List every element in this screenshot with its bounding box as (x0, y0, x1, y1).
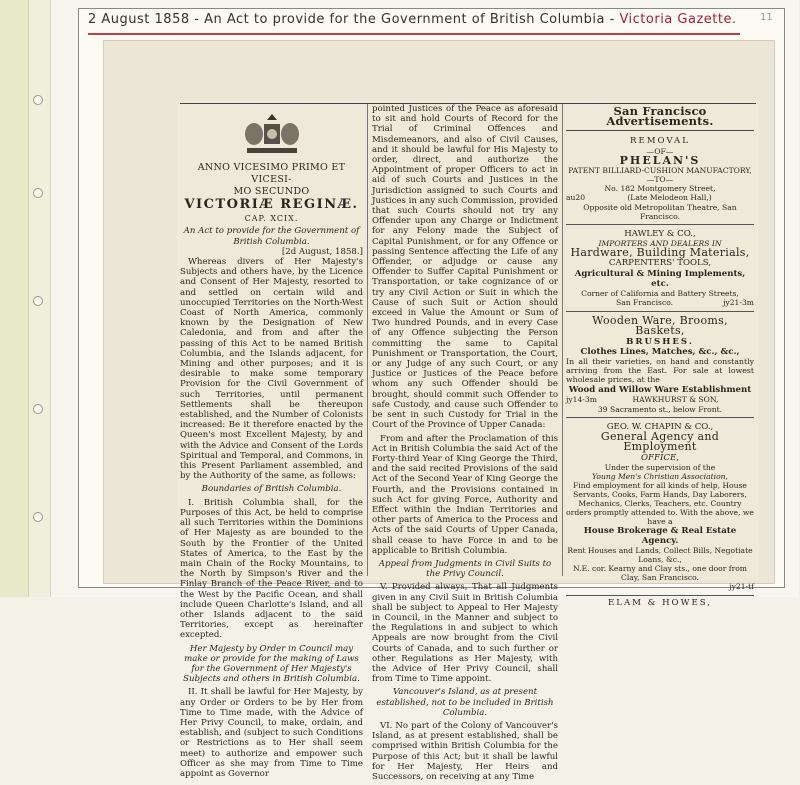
anno-text: ANNO VICESIMO PRIMO ET VICESI- MO SECUNDO (197, 162, 346, 197)
act-date: [2d August, 1858.] (281, 246, 363, 257)
ad-wood-line2: BRUSHES. (626, 336, 694, 347)
title-date: 2 August 1858 (88, 12, 190, 27)
ad-of: —OF— (646, 146, 674, 156)
section-paragraph: From and after the Proclamation of this Act in British Columbia the said Act of the Forty-third Year of King George the Third, and the said recited Provisions of the said Act of the Second Year of King George the Fourth, and the Provisions contained in such Act for giving Force, Authority and Effect within the Indian Territories and other parts of America to the Process and Acts of the said Courts of Upper Canada, shall cease to have Force in and to be applicable to British Columbia. (372, 433, 558, 556)
ad-wooden-ware (566, 314, 754, 418)
ad-chapin-sup2: Young Men's Christian Association, (592, 471, 728, 481)
ad-hawley (566, 227, 754, 312)
title-source: Victoria Gazette. (619, 12, 737, 27)
advertisements-column (566, 104, 754, 609)
ad-removal: REMOVAL (630, 136, 690, 147)
section-paragraph: V. Provided always, That all Judgments given in any Civil Suit in British Columbia shall be subject to Appeal to Her Majesty in Council, in the Manner and subject to the Regulations in and subject to which Appeals are now brought from the Civil Courts of Canada, and to such further or other Regulations as Her Majesty, with the Advice of Her Privy Council, shall from Time to Time appoint. (372, 582, 558, 685)
ad-hawley-name: HAWLEY & CO., (624, 229, 696, 240)
ad-phelans-desc: PATENT BILLIARD-CUSHION MANUFACTORY, (568, 165, 752, 175)
ad-chapin-rent: Rent Houses and Lands, Collect Bills, Negotiate Loans, &c., (567, 546, 753, 565)
ad-hawley-line2: CARPENTERS' TOOLS, (608, 258, 712, 269)
ad-hawley-row (566, 298, 754, 308)
section-paragraph: pointed Justices of the Peace as aforesaid to sit and hold Courts of Record for the Trial of Criminal Offences and Misdemeanors, and also of Civil Causes, and it should be lawful for His Majesty to order, direct, and authorize the Appointment of proper Officers to act in aid of such Courts and Justices in the Jurisdiction assigned to such Courts and Justices in any such Commission, provided that such Courts should not try any Offender upon any Charge or Indictment for any Felony made the Subject of Capital Punishment, or for any Offence or passing Sentence affecting the Life of any Offender, or adjudge or cause any Offender to Suffer Capital Punishment or Transportation, or take cognizance of or try any Civil Action or Suit in which the Cause of such Suit or Action should exceed in Value the Amount or Sum of Two hundred Pounds, and in every Case of any Offence subjecting the Person committing the same to Capital Punishment or Transportation, the Court, or any Judge of any such Court, or any Justice or Justices of the Peace before whom any such Offender should be brought, should commit such Offender to safe Custody, and cause such Offender to be sent in such Custody for Trial in the Court of the Province of Upper Canada: (372, 104, 558, 431)
binder-hole (33, 188, 43, 198)
ad-chapin-house: House Brokerage & Real Estate Agency. (583, 525, 737, 547)
binder-hole (33, 512, 43, 522)
ad-phelans-addr1: No. 182 Montgomery Street, (604, 183, 716, 193)
ad-chapin-name: GEO. W. CHAPIN & CO., (606, 422, 714, 433)
ad-code: au20 (566, 192, 586, 202)
ad-phelans (566, 134, 754, 225)
binder-strip (0, 0, 29, 597)
reign-heading: VICTORIÆ REGINÆ. (184, 197, 359, 212)
ad-code: jy21-tf (729, 582, 754, 592)
ad-hawley-sub: IMPORTERS AND DEALERS IN (598, 239, 722, 249)
ad-wood-line1: Wooden Ware, Brooms, Baskets, (592, 314, 728, 338)
binder-hole (33, 95, 43, 105)
ad-hawley-addr2: San Francisco. (616, 298, 674, 308)
ad-hawley-line3: Agricultural & Mining Implements, etc. (574, 268, 746, 289)
act-column-1 (180, 104, 363, 782)
ad-code: jy21-3m (723, 298, 754, 308)
title-underline (88, 33, 740, 35)
ad-code: jy14-3m (566, 394, 597, 404)
ad-to: —TO— (646, 174, 674, 184)
act-column-2 (372, 104, 558, 785)
act-year-heading (180, 162, 363, 198)
column-divider (562, 104, 563, 576)
section-heading: Boundaries of British Columbia. (201, 484, 342, 495)
ad-elam-name: ELAM & HOWES, (607, 598, 713, 609)
section-paragraph: I. British Columbia shall, for the Purposes of this Act, be held to comprise all such Territories within the Dominions of Her Majesty as are bounded to the South by the Frontier of the United States of America, to the East by the main Chain of the Rocky Mountains, to the North by Simpson's River and the Finlay Branch of the Peace River, and to the West by the Pacific Ocean, and shall include Queen Charlotte's Island, and all other Islands adjacent to the said Territories, except as hereinafter excepted. (180, 497, 363, 641)
ad-hawley-line1: Hardware, Building Materials, (570, 246, 750, 260)
ad-chapin (566, 420, 754, 596)
ads-heading: San Francisco Advertisements. (606, 104, 714, 129)
ad-wood-body: In all their varieties, on hand and constantly arriving from the East. For sale at lowest wholesale prices, at the (566, 357, 754, 385)
ad-chapin-body: Find employment for all kinds of help, House Servants, Cooks, Farm Hands, Day Laborers, Mechanics, Clerks, Teachers, etc. Country orders promptly attended to. With the above, we have a (566, 480, 754, 526)
ad-phelans-name: PHELAN'S (619, 153, 701, 167)
page-number: 11 (760, 12, 773, 23)
binder-hole (33, 296, 43, 306)
ad-wood-line3: Clothes Lines, Matches, &c., &c., (580, 346, 740, 357)
royal-coat-of-arms-icon (237, 112, 307, 158)
section-heading: Appeal from Judgments in Civil Suits to the Privy Council. (378, 558, 552, 580)
ad-rule (566, 130, 754, 131)
ad-wood-owner: HAWKHURST & SON, (632, 394, 719, 404)
act-title: An Act to provide for the Government of British Columbia. (183, 226, 360, 247)
ad-wood-row (566, 395, 754, 405)
ad-wood-addr: 39 Sacramento st., below Front. (597, 405, 723, 415)
chapter-number: CAP. XCIX. (244, 214, 299, 224)
ad-phelans-row (566, 193, 754, 203)
section-paragraph: II. It shall be lawful for Her Majesty, by any Order or Orders to be by Her from Time to Time made, with the Advice of Her Privy Council, to make, ordain, and establish, and (subject to such Conditions or Restrictions as to Her shall seem meet) to authorize and empower such Officer as she may from Time to Time appoint as Governor (180, 687, 363, 779)
section-paragraph: VI. No part of the Colony of Vancouver's Island, as at present established, shall be comprised within British Columbia for the Purpose of this Act; but it shall be lawful for Her Majesty, Her Heirs and Successors, on receiving at any Time (372, 720, 558, 782)
ad-hawley-addr1: Corner of California and Battery Streets, (581, 289, 739, 299)
ad-chapin-line1: General Agency and Employment (600, 430, 720, 454)
ad-chapin-sup1: Under the supervision of the (604, 462, 716, 472)
ad-chapin-addr: N.E. cor. Kearny and Clay sts., one door from Clay, San Francisco. (573, 564, 747, 583)
ad-phelans-addr2: (Late Melodeon Hall,) (627, 192, 712, 202)
section-heading: Vancouver's Island, as at present established, not to be included in British Columbia. (376, 687, 554, 718)
section-heading: Her Majesty by Order in Council may make or provide for the making of Laws for the Government of Her Majesty's Subjects and others in British Columbia. (183, 643, 360, 685)
ad-wood-estab: Wood and Willow Ware Establishment (568, 384, 752, 395)
column-divider (367, 104, 368, 576)
preamble-paragraph: Whereas divers of Her Majesty's Subjects and others have, by the Licence and Consent of Her Majesty, resorted to and settled on certain wild and unoccupied Territories on the North-West Coast of North America, commonly known by the Designation of New Caledonia, and from and after the passing of this Act to be named British Columbia, and the Islands adjacent, for Mining and other purposes; and it is desirable to make some temporary Provision for the Civil Government of such Territories, until permanent Settlements shall be thereupon established, and the Number of Colonists increased: Be it therefore enacted by the Queen's most Excellent Majesty, by and with the Advice and Consent of the Lords Spiritual and Temporal, and Commons, in this Present Parliament assembled, and by the Authority of the same, as follows: (180, 257, 363, 482)
ad-phelans-addr3: Opposite old Metropolitan Theatre, San Francisco. (583, 203, 737, 222)
title-main: - An Act to provide for the Government of British Columbia - (189, 12, 620, 27)
page-title (88, 12, 748, 34)
binder-hole (33, 404, 43, 414)
ad-chapin-line2: OFFICE, (641, 452, 679, 463)
